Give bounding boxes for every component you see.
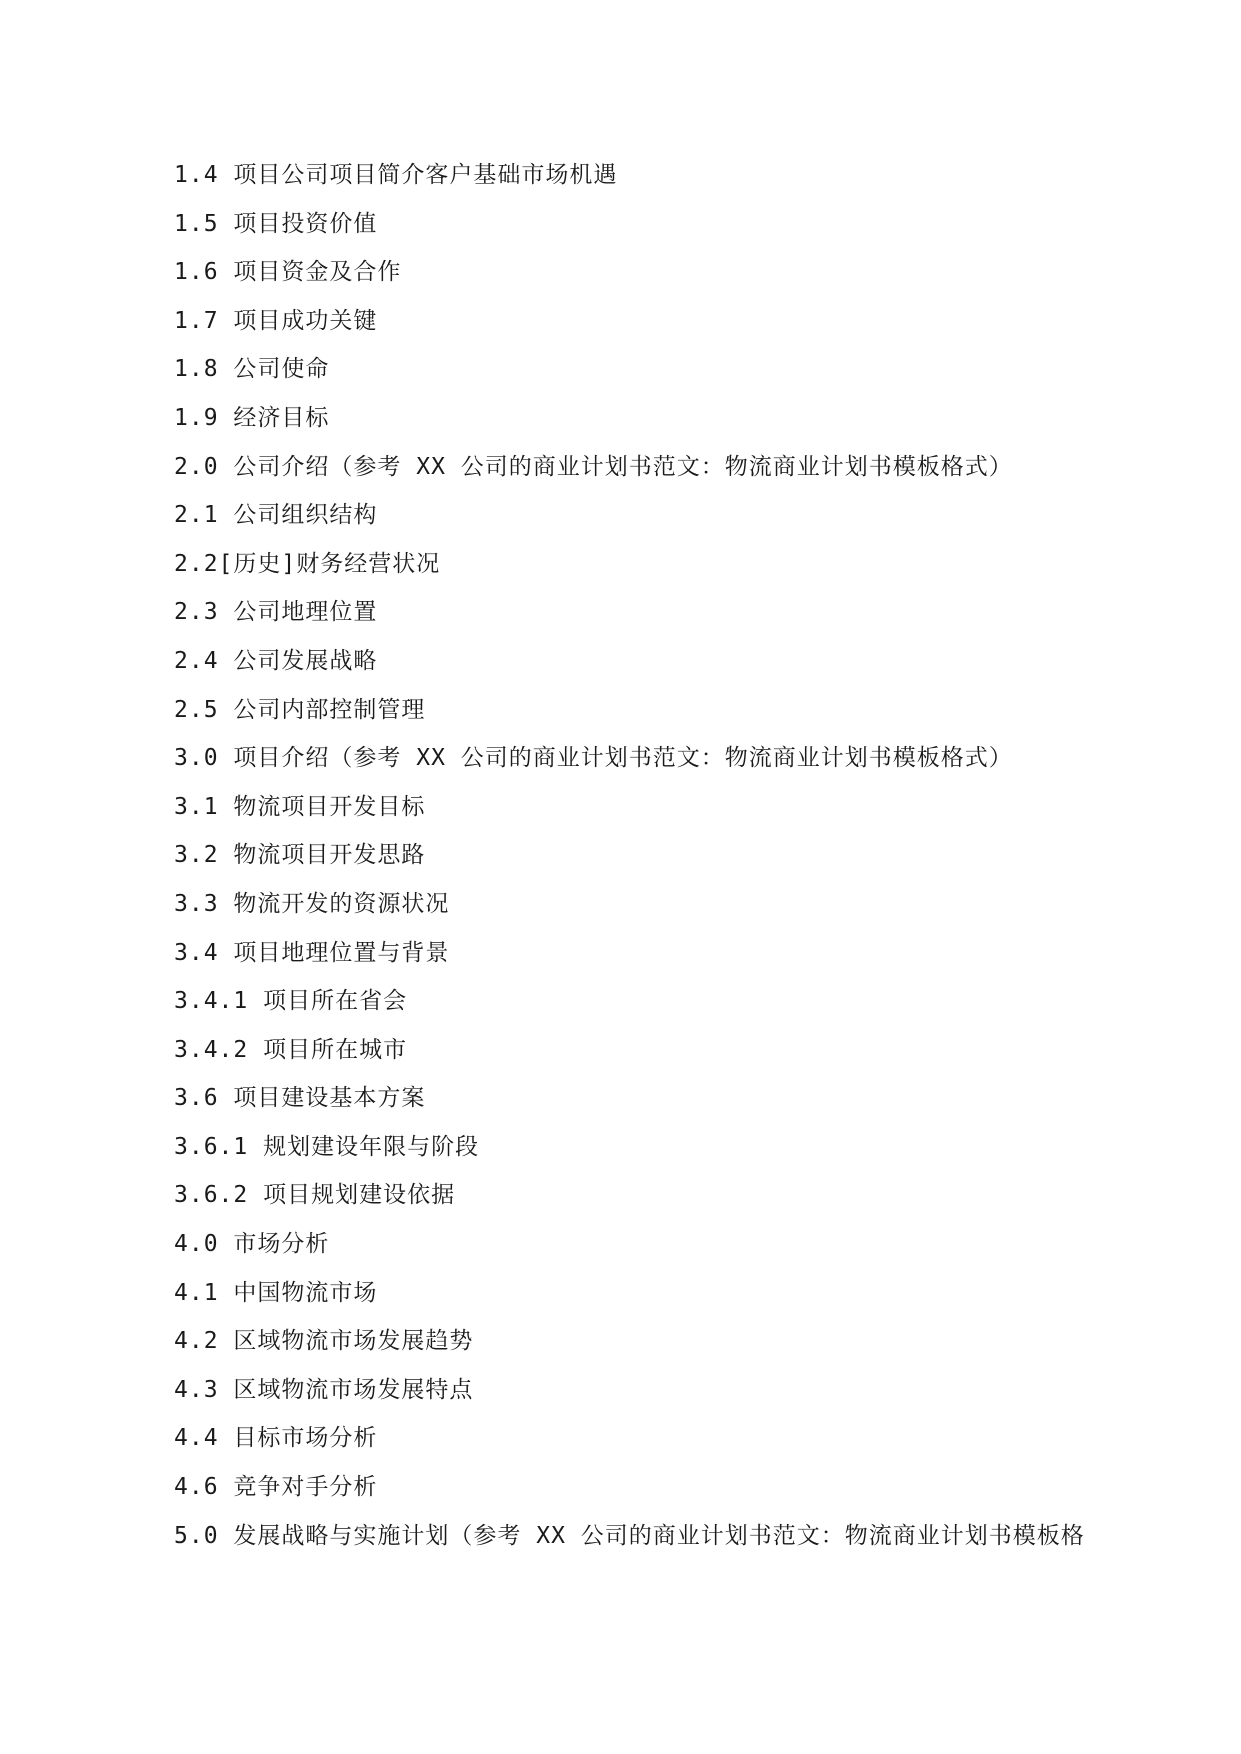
toc-line: 3.6.2 项目规划建设依据 xyxy=(174,1182,456,1209)
table-of-contents xyxy=(174,155,1174,1564)
toc-line: 2.4 公司发展战略 xyxy=(174,647,378,674)
toc-line: 3.6.1 规划建设年限与阶段 xyxy=(174,1133,480,1160)
toc-line: 3.3 物流开发的资源状况 xyxy=(174,890,450,917)
toc-line: 2.5 公司内部控制管理 xyxy=(174,696,426,723)
toc-line: 2.1 公司组织结构 xyxy=(174,502,378,529)
toc-line: 3.2 物流项目开发思路 xyxy=(174,842,426,869)
toc-line: 5.0 发展战略与实施计划（参考 XX 公司的商业计划书范文：物流商业计划书模板格 xyxy=(174,1522,1085,1549)
toc-line: 3.4.1 项目所在省会 xyxy=(174,988,408,1015)
toc-line: 3.6 项目建设基本方案 xyxy=(174,1085,426,1112)
toc-line: 3.1 物流项目开发目标 xyxy=(174,793,426,820)
toc-line: 1.5 项目投资价值 xyxy=(174,210,378,237)
toc-line: 1.7 项目成功关键 xyxy=(174,307,378,334)
toc-line: 4.6 竞争对手分析 xyxy=(174,1474,378,1501)
toc-line: 2.2[历史]财务经营状况 xyxy=(174,550,441,577)
toc-line: 1.8 公司使命 xyxy=(174,356,330,383)
toc-line: 3.4.2 项目所在城市 xyxy=(174,1036,408,1063)
toc-line: 4.3 区域物流市场发展特点 xyxy=(174,1376,474,1403)
toc-line: 4.1 中国物流市场 xyxy=(174,1279,378,1306)
toc-line: 4.4 目标市场分析 xyxy=(174,1425,378,1452)
toc-line: 3.4 项目地理位置与背景 xyxy=(174,939,450,966)
toc-line: 1.9 经济目标 xyxy=(174,404,330,431)
toc-line: 2.3 公司地理位置 xyxy=(174,599,378,626)
toc-line: 1.6 项目资金及合作 xyxy=(174,259,402,286)
toc-line: 4.2 区域物流市场发展趋势 xyxy=(174,1328,474,1355)
toc-line: 3.0 项目介绍（参考 XX 公司的商业计划书范文：物流商业计划书模板格式） xyxy=(174,745,1013,772)
toc-line: 4.0 市场分析 xyxy=(174,1231,330,1258)
toc-line: 1.4 项目公司项目简介客户基础市场机遇 xyxy=(174,162,618,188)
toc-line: 2.0 公司介绍（参考 XX 公司的商业计划书范文：物流商业计划书模板格式） xyxy=(174,453,1013,480)
